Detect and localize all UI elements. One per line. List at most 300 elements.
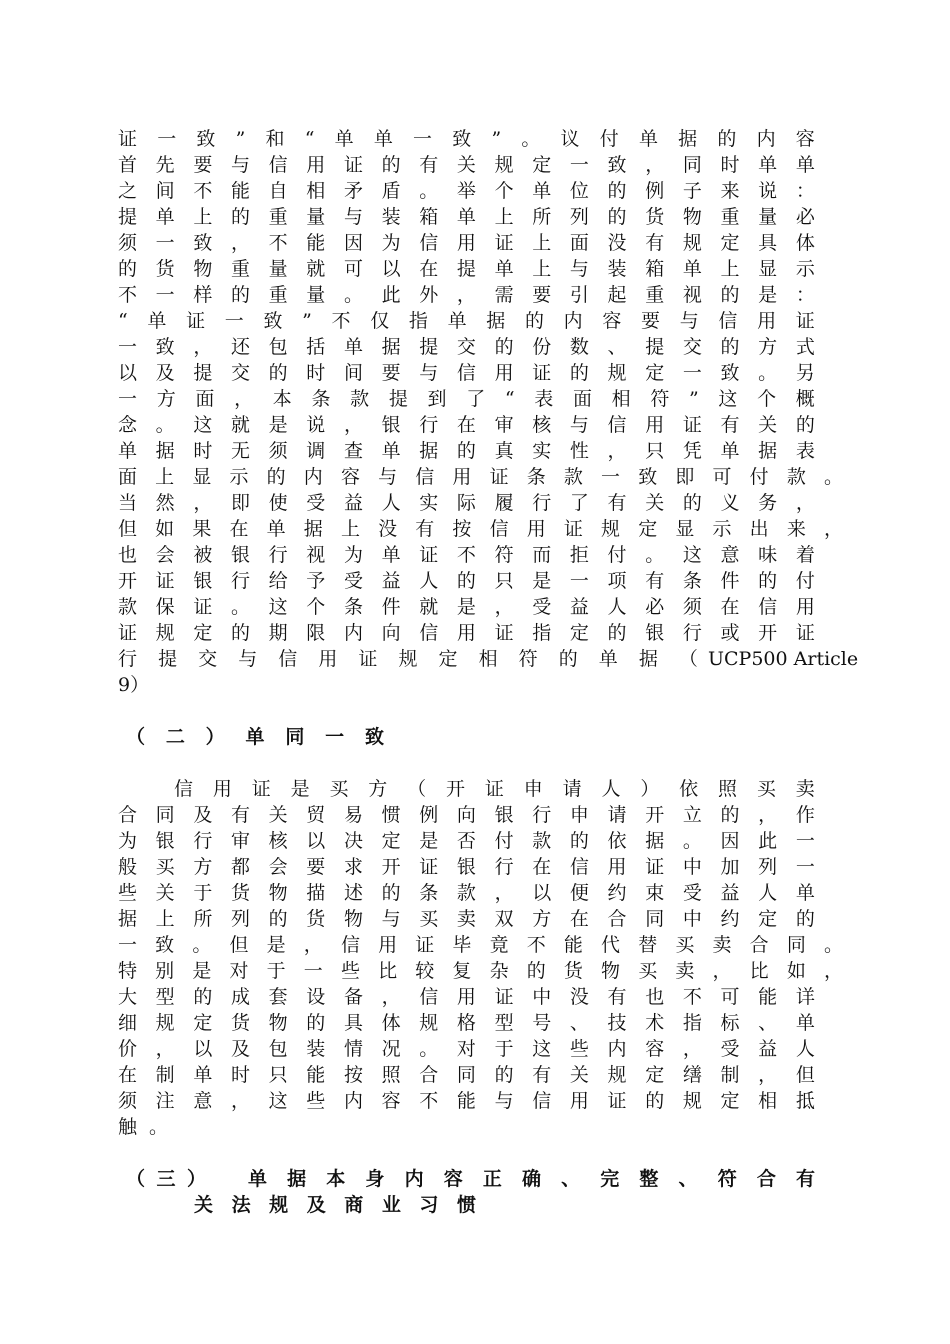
char: ）	[205, 726, 225, 748]
char: 以	[118, 362, 138, 384]
char: 的	[526, 960, 546, 982]
char: 了	[569, 492, 589, 514]
char: 核	[268, 830, 288, 852]
char: 和	[265, 128, 285, 150]
paragraph-line	[118, 126, 815, 152]
char: 有	[720, 414, 740, 436]
char: 用	[526, 518, 546, 540]
char: 视	[682, 284, 702, 306]
char: 单	[720, 440, 740, 462]
char: 据	[758, 440, 778, 462]
char: 信	[278, 648, 298, 670]
char: 提	[456, 258, 476, 280]
char: 行	[419, 414, 439, 436]
char: 个	[306, 596, 326, 618]
char: 别	[155, 960, 175, 982]
char: ）	[640, 778, 660, 800]
char: 行	[682, 622, 702, 644]
char: 复	[452, 960, 472, 982]
char: 先	[155, 154, 175, 176]
char: 重	[645, 284, 665, 306]
char: 关	[758, 414, 778, 436]
char: 间	[343, 362, 363, 384]
char: 便	[569, 882, 589, 904]
char: 有	[645, 232, 665, 254]
char: 关	[569, 1064, 589, 1086]
char: 价	[118, 1038, 138, 1060]
char: 个	[494, 180, 514, 202]
char: 此	[758, 830, 778, 852]
char: 用	[607, 856, 627, 878]
char: 须	[682, 596, 702, 618]
char: 用	[452, 466, 472, 488]
char: 同	[155, 804, 175, 826]
char: 凭	[682, 440, 702, 462]
char: 时	[720, 154, 740, 176]
char: 一	[569, 154, 589, 176]
char: 开	[446, 778, 466, 800]
char: ，	[193, 336, 213, 358]
char: 描	[306, 882, 326, 904]
char: 不	[331, 310, 351, 332]
char: ，	[645, 154, 665, 176]
char: 的	[607, 180, 627, 202]
char: 用	[456, 986, 476, 1008]
char: 出	[749, 518, 769, 540]
char: 内	[607, 1038, 627, 1060]
char: 注	[155, 1090, 175, 1112]
char: 杂	[489, 960, 509, 982]
char: 贸	[306, 804, 326, 826]
char: 可	[720, 986, 740, 1008]
char: 体	[381, 1012, 401, 1034]
char: 一	[118, 336, 138, 358]
char: 照	[381, 1064, 401, 1086]
char: 请	[607, 804, 627, 826]
char: 在	[720, 596, 740, 618]
char: 证	[484, 778, 504, 800]
char: 能	[230, 180, 250, 202]
paragraph-line	[118, 854, 815, 880]
char: 依	[679, 778, 699, 800]
char: 以	[306, 830, 326, 852]
char: 交	[682, 336, 702, 358]
char: 的	[456, 570, 476, 592]
char: 显	[675, 518, 695, 540]
char: 容	[795, 128, 815, 150]
char: 能	[306, 232, 326, 254]
char: ”	[491, 128, 502, 150]
char: 用	[378, 934, 398, 956]
paragraph-line	[118, 386, 815, 412]
char: 制	[720, 1064, 740, 1086]
char: 容	[645, 1038, 665, 1060]
char: 款	[786, 466, 806, 488]
char: 符	[717, 1168, 737, 1190]
char: 行	[230, 570, 250, 592]
char: 行	[532, 492, 552, 514]
char: 规	[155, 1012, 175, 1034]
char: （	[678, 648, 698, 670]
char: 证	[494, 622, 514, 644]
char: ：	[795, 180, 815, 202]
char: 单	[456, 206, 476, 228]
char: 为	[343, 544, 363, 566]
char: 面	[118, 466, 138, 488]
char: 。	[682, 830, 702, 852]
char: 审	[230, 830, 250, 852]
char: 法	[231, 1194, 251, 1216]
char: 内	[756, 128, 776, 150]
char: ，	[381, 986, 401, 1008]
char: 的	[558, 648, 578, 670]
char: 关	[268, 804, 288, 826]
char: 型	[155, 986, 175, 1008]
char: 还	[230, 336, 250, 358]
char: 式	[795, 336, 815, 358]
char: 证	[118, 128, 138, 150]
char: 实	[532, 440, 552, 462]
char: 银	[381, 414, 401, 436]
paragraph-line	[118, 230, 815, 256]
paragraph-line	[118, 1036, 815, 1062]
char: 上	[193, 206, 213, 228]
char: 就	[230, 414, 250, 436]
char: 的	[720, 336, 740, 358]
char: 据	[303, 518, 323, 540]
char: 义	[720, 492, 740, 514]
char: 的	[381, 154, 401, 176]
char: 显	[758, 258, 778, 280]
paragraph-line: 9）	[118, 674, 150, 696]
char: 备	[343, 986, 363, 1008]
char: 有	[415, 518, 435, 540]
char: 提	[158, 648, 178, 670]
char: 制	[155, 1064, 175, 1086]
char: 件	[720, 570, 740, 592]
char: 信	[419, 622, 439, 644]
char: 与	[569, 258, 589, 280]
char: 时	[193, 440, 213, 462]
char: 成	[230, 986, 250, 1008]
char: 上	[494, 206, 514, 228]
char: 所	[532, 206, 552, 228]
char: 是	[290, 778, 310, 800]
char: 对	[456, 1038, 476, 1060]
char: 但	[229, 934, 249, 956]
char: 间	[155, 180, 175, 202]
char: 规	[494, 154, 514, 176]
char: 的	[524, 310, 544, 332]
char: 以	[381, 258, 401, 280]
char: ，	[494, 882, 514, 904]
char: 买	[419, 908, 439, 930]
char: 项	[607, 570, 627, 592]
char: 需	[494, 284, 514, 306]
char: 、	[607, 336, 627, 358]
char: 在	[456, 414, 476, 436]
char: ，	[758, 1064, 778, 1086]
char: ：	[795, 284, 815, 306]
paragraph-line	[118, 308, 815, 334]
char: 与	[343, 206, 363, 228]
char: 条	[526, 466, 546, 488]
char: 的	[758, 570, 778, 592]
char: 合	[419, 1064, 439, 1086]
char: 与	[378, 466, 398, 488]
char: 件	[381, 596, 401, 618]
char: 一	[118, 388, 138, 410]
char: 只	[645, 440, 665, 462]
char: 惯	[381, 804, 401, 826]
char: 于	[266, 960, 286, 982]
char: 的	[266, 466, 286, 488]
char: 实	[419, 492, 439, 514]
char: 据	[419, 440, 439, 462]
char: 与	[381, 908, 401, 930]
char: 银	[155, 830, 175, 852]
char: 证	[682, 414, 702, 436]
char: 例	[419, 804, 439, 826]
char: 规	[601, 518, 621, 540]
char: 量	[306, 284, 326, 306]
char: ，	[795, 492, 815, 514]
char: 卖	[795, 778, 815, 800]
char: 可	[712, 466, 732, 488]
char: 能	[758, 986, 778, 1008]
char: 货	[563, 960, 583, 982]
char: 致	[263, 310, 283, 332]
char: 装	[607, 258, 627, 280]
char: 单	[598, 648, 618, 670]
char: 人	[607, 596, 627, 618]
char: 箱	[645, 258, 665, 280]
char: 但	[118, 518, 138, 540]
char: 定	[720, 232, 740, 254]
char: 示	[229, 466, 249, 488]
char: 的	[795, 414, 815, 436]
char: 立	[682, 804, 702, 826]
char: 款	[532, 830, 552, 852]
char: 引	[569, 284, 589, 306]
char: 首	[118, 154, 138, 176]
char: ”	[235, 128, 246, 150]
char: 格	[456, 1012, 476, 1034]
char: ，	[712, 960, 732, 982]
char: 念	[118, 414, 138, 436]
paragraph-line	[118, 594, 815, 620]
char: 行	[118, 648, 138, 670]
char: 向	[381, 622, 401, 644]
char: 为	[381, 232, 401, 254]
char: 述	[343, 882, 363, 904]
char: 同	[786, 934, 806, 956]
char: 内	[343, 1090, 363, 1112]
char: 货	[230, 882, 250, 904]
char: 指	[532, 622, 552, 644]
char: 份	[532, 336, 552, 358]
char: 保	[155, 596, 175, 618]
char: 务	[758, 492, 778, 514]
char: 单	[266, 518, 286, 540]
char: 给	[268, 570, 288, 592]
char: 具	[343, 1012, 363, 1034]
char: 定	[193, 622, 213, 644]
paragraph-line	[118, 516, 843, 542]
char: 的	[193, 986, 213, 1008]
char: 受	[532, 596, 552, 618]
char: 银	[456, 856, 476, 878]
char: 方	[156, 388, 176, 410]
char: 信	[456, 362, 476, 384]
char: 单	[245, 726, 265, 748]
char: 会	[155, 544, 175, 566]
char: 与	[238, 648, 258, 670]
char: 定	[438, 648, 458, 670]
char: 证	[494, 986, 514, 1008]
char: 须	[118, 1090, 138, 1112]
char: 量	[306, 206, 326, 228]
char: 有	[230, 804, 250, 826]
char: 证	[607, 1090, 627, 1112]
char: 身	[365, 1168, 385, 1190]
char: 上	[340, 518, 360, 540]
char: 比	[749, 960, 769, 982]
char: 如	[155, 518, 175, 540]
char: 特	[118, 960, 138, 982]
char: 所	[193, 908, 213, 930]
char: 符	[650, 388, 670, 410]
char: 证	[118, 622, 138, 644]
char: 列	[569, 206, 589, 228]
char: 款	[350, 388, 370, 410]
char: 束	[645, 882, 665, 904]
char: 包	[268, 336, 288, 358]
char: 不	[682, 986, 702, 1008]
char: 用	[318, 648, 338, 670]
char: 细	[118, 1012, 138, 1034]
char: 比	[378, 960, 398, 982]
char: 指	[408, 310, 428, 332]
char: 会	[268, 856, 288, 878]
paragraph-line	[118, 828, 815, 854]
char: 能	[456, 1090, 476, 1112]
char: 定	[381, 830, 401, 852]
char: ，	[303, 934, 323, 956]
char: 即	[675, 466, 695, 488]
paragraph-line	[118, 958, 843, 984]
char: 付	[494, 830, 514, 852]
char: 信	[758, 596, 778, 618]
char: 另	[795, 362, 815, 384]
char: 信	[419, 986, 439, 1008]
char: 同	[682, 154, 702, 176]
char: 抵	[795, 1090, 815, 1112]
char: 符	[518, 648, 538, 670]
char: 易	[343, 804, 363, 826]
char: 银	[494, 804, 514, 826]
char: 具	[758, 232, 778, 254]
char: ，	[343, 414, 363, 436]
char: 无	[230, 440, 250, 462]
char: 的	[795, 908, 815, 930]
char: 业	[381, 1194, 401, 1216]
char: 依	[607, 830, 627, 852]
section-heading-3-number	[126, 1166, 206, 1192]
char: 替	[638, 934, 658, 956]
char: 一	[224, 310, 244, 332]
char: 必	[645, 596, 665, 618]
char: 一	[325, 726, 345, 748]
char: 规	[398, 648, 418, 670]
char: 容	[340, 466, 360, 488]
char: 买	[756, 778, 776, 800]
char: 在	[532, 856, 552, 878]
char: 条	[343, 596, 363, 618]
char: 定	[758, 908, 778, 930]
char: 合	[607, 908, 627, 930]
char: 因	[720, 830, 740, 852]
char: 上	[532, 258, 552, 280]
char: 决	[343, 830, 363, 852]
char: 信	[718, 310, 738, 332]
char: 有	[419, 154, 439, 176]
char: 之	[118, 180, 138, 202]
char: 概	[795, 388, 815, 410]
char: 意	[720, 544, 740, 566]
char: 只	[268, 1064, 288, 1086]
char: ）	[186, 1168, 206, 1190]
char: 一	[303, 960, 323, 982]
char: 物	[343, 908, 363, 930]
char: 大	[118, 986, 138, 1008]
char: 的	[569, 362, 589, 384]
char: 毕	[452, 934, 472, 956]
char: 一	[413, 128, 433, 150]
char: 的	[720, 284, 740, 306]
char: 款	[456, 882, 476, 904]
paragraph-line	[118, 438, 815, 464]
char: 同	[645, 908, 665, 930]
char: 是	[419, 830, 439, 852]
char: 单	[118, 440, 138, 462]
char: 这	[268, 1090, 288, 1112]
char: 证	[563, 518, 583, 540]
char: 不	[456, 544, 476, 566]
char: 来	[720, 180, 740, 202]
char: 上	[720, 258, 740, 280]
char: 量	[758, 206, 778, 228]
char: 定	[645, 1064, 665, 1086]
char: 、	[758, 1012, 778, 1034]
char: 列	[758, 856, 778, 878]
paragraph-line	[118, 1062, 815, 1088]
paragraph-line	[118, 1114, 168, 1140]
char: 竟	[489, 934, 509, 956]
char: ，	[682, 1038, 702, 1060]
char: 合	[749, 934, 769, 956]
char: 是	[532, 570, 552, 592]
paragraph-line	[118, 178, 815, 204]
char: 人	[795, 1038, 815, 1060]
char: ，	[494, 596, 514, 618]
char: 求	[343, 856, 363, 878]
char: 用	[456, 622, 476, 644]
char: 用	[456, 232, 476, 254]
char: 中	[682, 908, 702, 930]
char: 据	[486, 310, 506, 332]
char: 都	[230, 856, 250, 878]
